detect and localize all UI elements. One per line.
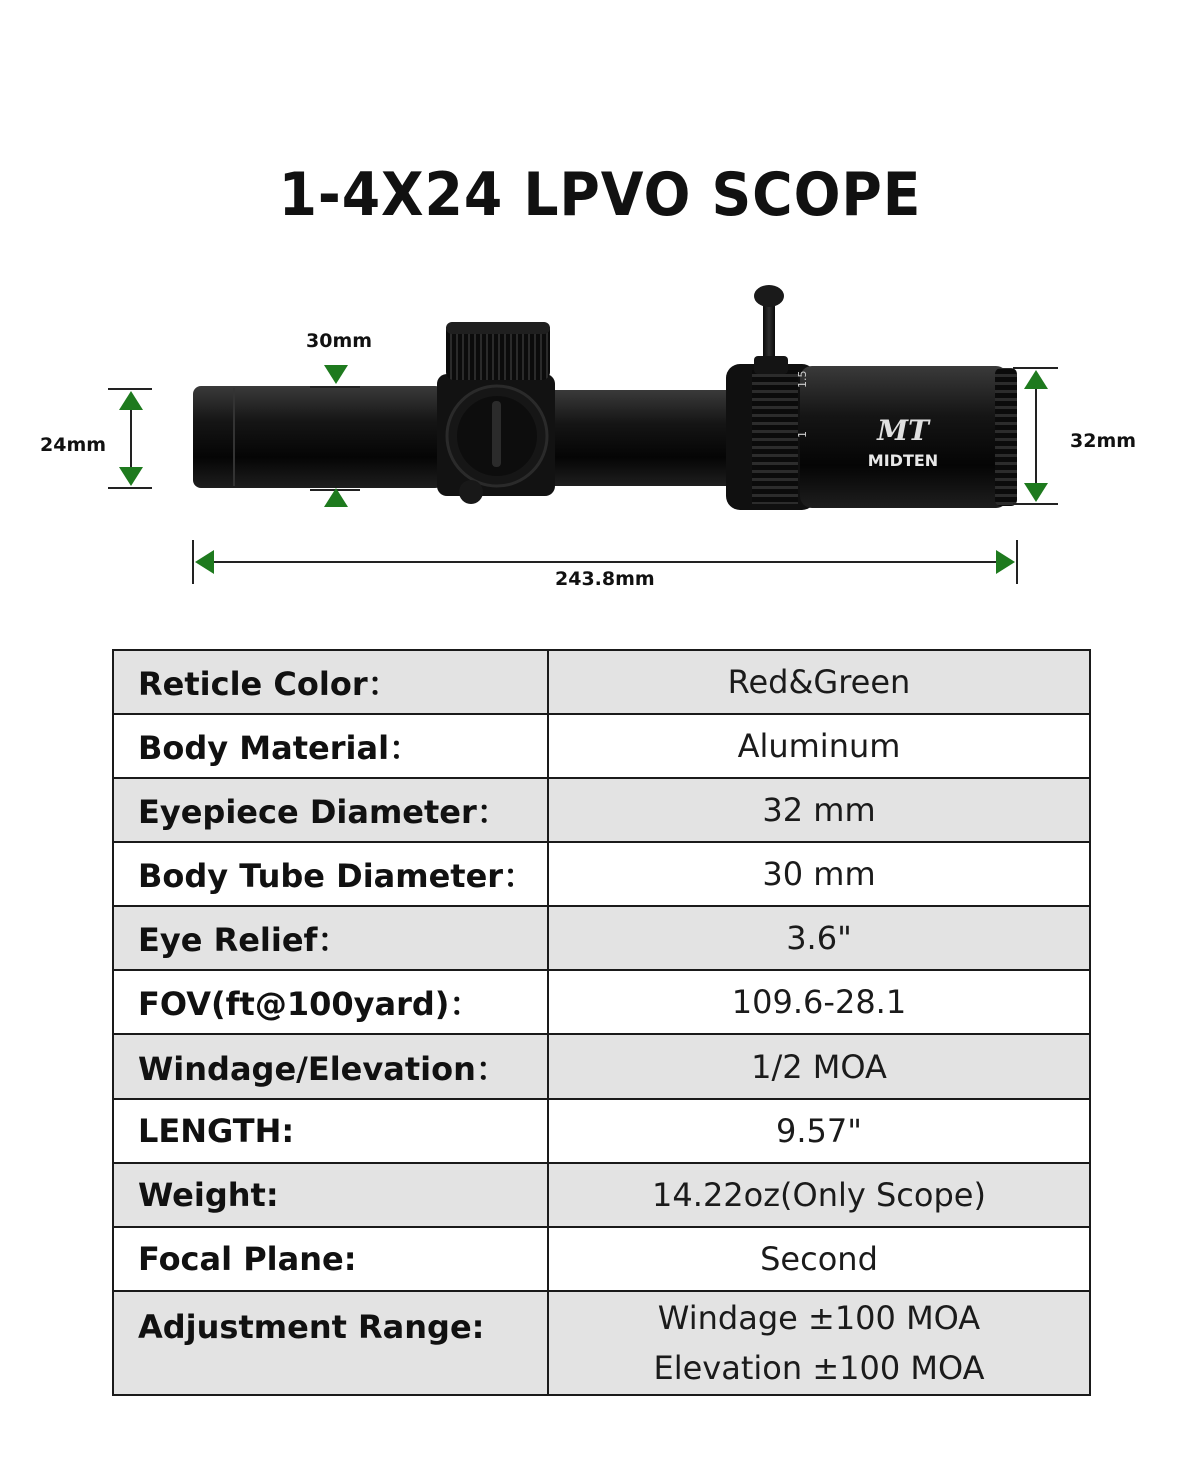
spec-label-length: LENGTH:: [113, 1099, 548, 1163]
table-row: [113, 906, 1090, 970]
arrow-right-icon: [996, 550, 1015, 574]
mag-mark-1: 1: [796, 431, 809, 438]
spec-label-adjustment-range: Adjustment Range:: [113, 1291, 548, 1395]
spec-value-body-material: Aluminum: [548, 714, 1090, 778]
brand-name: MIDTEN: [867, 451, 939, 470]
spec-label-body-tube-diameter: Body Tube Diameter：: [113, 842, 548, 906]
table-row: [113, 1163, 1090, 1227]
spec-value-adjustment-range: [548, 1291, 1090, 1395]
objective-bell: [193, 386, 443, 488]
scope-diagram: [0, 270, 1200, 610]
arrow-down-icon: [324, 365, 348, 384]
arrow-up-icon: [1024, 370, 1048, 389]
spec-value-windage-elevation: 1/2 MOA: [548, 1034, 1090, 1098]
dim-label-length: 243.8mm: [555, 568, 655, 590]
spec-label-focal-plane: Focal Plane:: [113, 1227, 548, 1291]
table-row: [113, 1034, 1090, 1098]
spec-value-eye-relief: 3.6": [548, 906, 1090, 970]
brand-logo: MT: [877, 414, 929, 447]
spec-value-focal-plane: Second: [548, 1227, 1090, 1291]
dim-label-32mm: 32mm: [1070, 430, 1137, 452]
spec-value-reticle-color: Red&Green: [548, 650, 1090, 714]
page-title: 1-4X24 LPVO SCOPE: [278, 160, 922, 230]
focus-ring: [995, 368, 1017, 506]
spec-value-eyepiece-diameter: 32 mm: [548, 778, 1090, 842]
table-row: [113, 1291, 1090, 1395]
scope-illustration: [0, 270, 1200, 610]
spec-label-eye-relief: Eye Relief：: [113, 906, 548, 970]
spec-label-weight: Weight:: [113, 1163, 548, 1227]
spec-table: [112, 649, 1091, 1396]
mag-mark-15: 1.5: [796, 370, 809, 388]
spec-label-windage-elevation: Windage/Elevation：: [113, 1034, 548, 1098]
table-row: [113, 1227, 1090, 1291]
spec-value-length: 9.57": [548, 1099, 1090, 1163]
spec-value-windage-range: Windage ±100 MOA: [657, 1298, 981, 1337]
dim-label-30mm: 30mm: [306, 330, 373, 352]
spec-value-elevation-range: Elevation ±100 MOA: [653, 1348, 985, 1387]
spec-label-body-material: Body Material：: [113, 714, 548, 778]
arrow-left-icon: [195, 550, 214, 574]
spec-label-eyepiece-diameter: Eyepiece Diameter：: [113, 778, 548, 842]
arrow-down-icon: [119, 467, 143, 486]
arrow-down-icon: [1024, 483, 1048, 502]
spec-value-fov: 109.6-28.1: [548, 970, 1090, 1034]
table-row: [113, 1099, 1090, 1163]
table-row: [113, 650, 1090, 714]
spec-value-body-tube-diameter: 30 mm: [548, 842, 1090, 906]
dim-label-24mm: 24mm: [40, 434, 107, 456]
spec-label-fov: FOV(ft@100yard)：: [113, 970, 548, 1034]
table-row: [113, 714, 1090, 778]
table-row: [113, 970, 1090, 1034]
spec-value-weight: 14.22oz(Only Scope): [548, 1163, 1090, 1227]
arrow-up-icon: [119, 391, 143, 410]
table-row: [113, 842, 1090, 906]
spec-label-reticle-color: Reticle Color：: [113, 650, 548, 714]
table-row: [113, 778, 1090, 842]
